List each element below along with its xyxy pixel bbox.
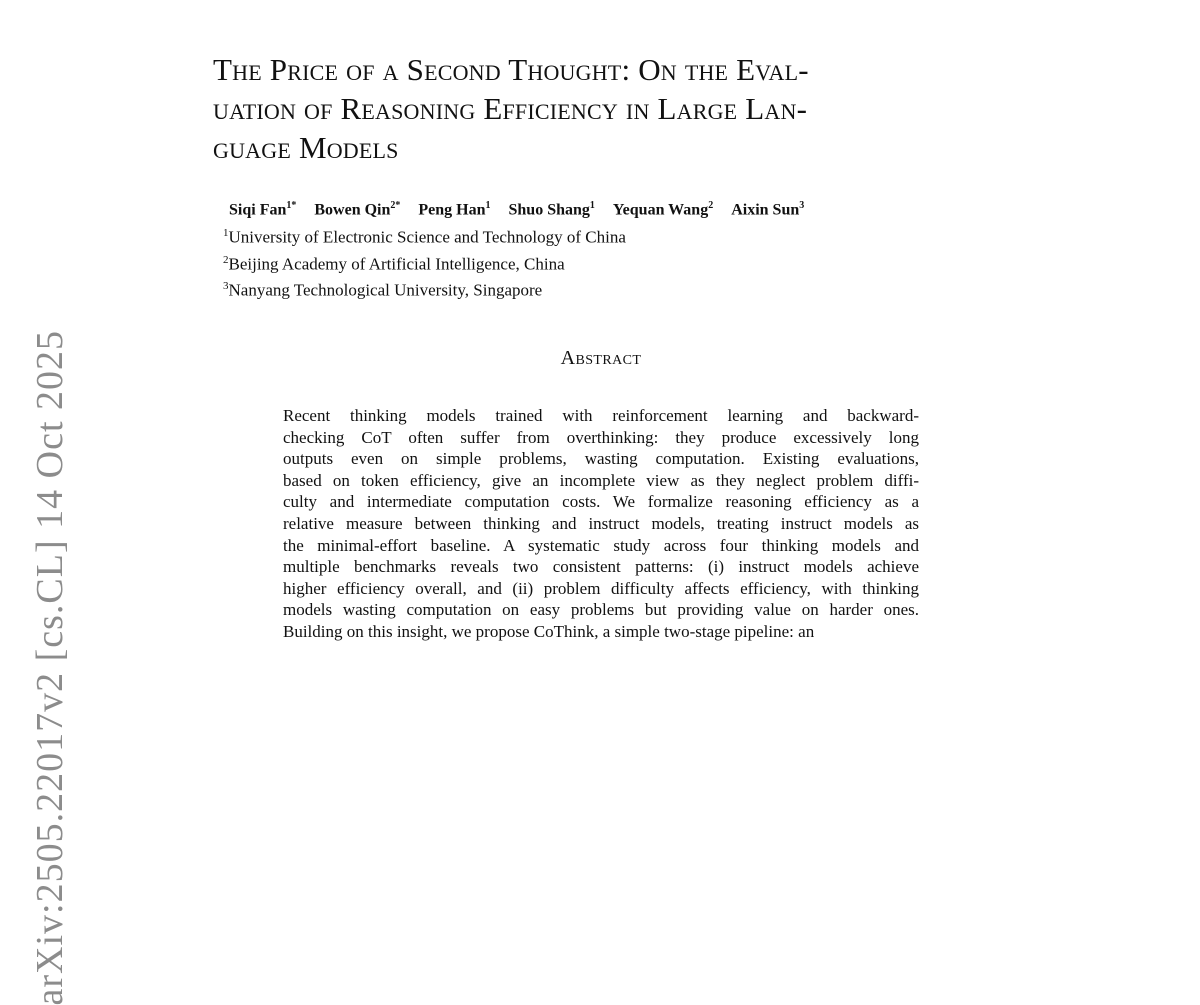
abstract-line: the minimal-effort baseline. A systematic study across four thinking models and	[283, 535, 919, 555]
abstract-line: relative measure between thinking and instruct models, treating instruct models as	[283, 513, 919, 533]
abstract-line: outputs even on simple problems, wasting computation. Existing evaluations,	[283, 449, 919, 469]
abstract-body	[283, 405, 919, 643]
abstract-line: multiple benchmarks reveals two consistent patterns: (i) instruct models achieve	[283, 557, 919, 577]
author: Shuo Shang$^1$	[508, 200, 595, 219]
arxiv-stamp-text: arXiv:2505.22017v2 [cs.CL] 14 Oct 2025	[29, 330, 71, 1005]
author: Siqi Fan$^{1*}$	[229, 200, 297, 219]
title-line: uation of Reasoning Efficiency in Large Lan-	[213, 91, 808, 126]
author-list	[229, 200, 818, 219]
title-line: guage Models	[213, 130, 399, 165]
abstract-line: Recent thinking models trained with reinforcement learning and backward-	[283, 406, 919, 425]
abstract-heading: Abstract	[560, 347, 642, 369]
abstract-line: Building on this insight, we propose CoThink, a simple two-stage pipeline: an	[283, 621, 815, 641]
abstract-line: based on token efficiency, give an incomplete view as they neglect problem diffi-	[283, 470, 919, 490]
affiliation: $^1$University of Electronic Science and Technology of China	[223, 227, 626, 247]
author: Peng Han$^1$	[418, 200, 491, 219]
abstract-line: higher efficiency overall, and (ii) problem difficulty affects efficiency, with thinking	[283, 578, 919, 598]
abstract-line: culty and intermediate computation costs. We formalize reasoning efficiency as a	[283, 492, 919, 512]
author: Yequan Wang$^2$	[612, 200, 714, 219]
author: Bowen Qin$^{2*}$	[314, 200, 401, 219]
abstract-line: checking CoT often suffer from overthinking: they produce excessively long	[283, 427, 919, 447]
paper-title	[213, 50, 1013, 167]
affiliation: $^2$Beijing Academy of Artificial Intelligence, China	[223, 253, 565, 274]
affiliation-list	[223, 222, 626, 302]
abstract-line: models wasting computation on easy problems but providing value on harder ones.	[283, 600, 919, 620]
title-line: The Price of a Second Thought: On the Eval-	[213, 52, 809, 87]
paper-page	[213, 50, 1013, 641]
author: Aixin Sun$^3$	[731, 200, 805, 219]
affiliation: $^3$Nanyang Technological University, Singapore	[223, 280, 543, 300]
arxiv-stamp	[26, 330, 74, 1005]
